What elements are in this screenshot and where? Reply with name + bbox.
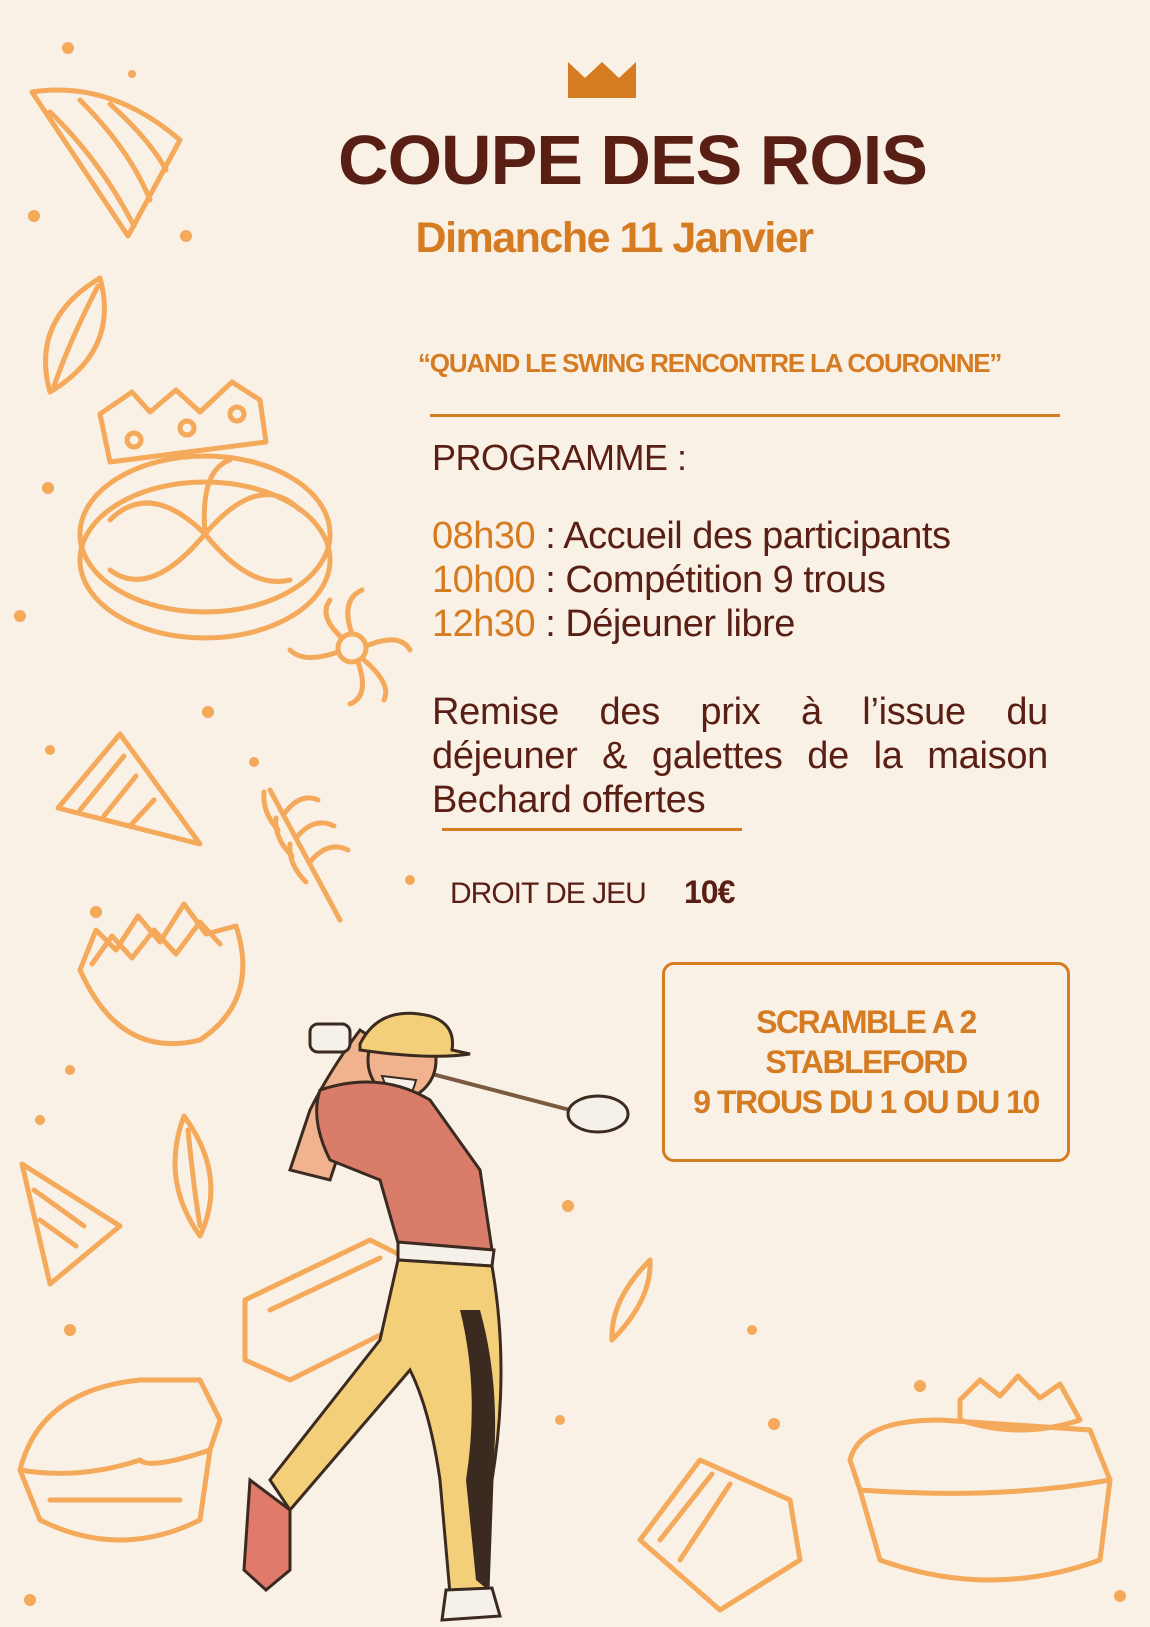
format-line: SCRAMBLE A 2 [756, 1004, 976, 1040]
schedule-item [432, 602, 1052, 646]
schedule-list [432, 514, 1052, 646]
tagline: “QUAND LE SWING RENCONTRE LA COURONNE” [418, 348, 1002, 378]
schedule-activity: : Compétition 9 trous [535, 559, 886, 601]
poster-title: COUPE DES ROIS [338, 121, 927, 199]
format-box [662, 962, 1070, 1162]
format-line: STABLEFORD [765, 1044, 967, 1080]
schedule-item [432, 558, 1052, 602]
golfer-illustration [230, 1010, 660, 1627]
schedule-time: 08h30 [432, 515, 536, 557]
schedule-time: 10h00 [432, 559, 536, 601]
crown-icon [568, 62, 636, 98]
programme-heading: PROGRAMME : [432, 437, 687, 478]
fee-value: 10€ [684, 874, 735, 910]
fee-label: DROIT DE JEU [450, 877, 646, 910]
schedule-item [432, 514, 1052, 558]
schedule-activity: : Accueil des participants [535, 515, 951, 557]
divider-bottom [442, 828, 742, 831]
schedule-activity: : Déjeuner libre [535, 603, 795, 645]
awards-text: Remise des prix à l’issue du déjeuner & galettes de la maison Bechard offertes [432, 691, 1048, 821]
event-date: Dimanche 11 Janvier [415, 214, 813, 262]
schedule-time: 12h30 [432, 603, 536, 645]
format-line: 9 TROUS DU 1 OU DU 10 [693, 1084, 1039, 1120]
divider-top [430, 414, 1060, 417]
